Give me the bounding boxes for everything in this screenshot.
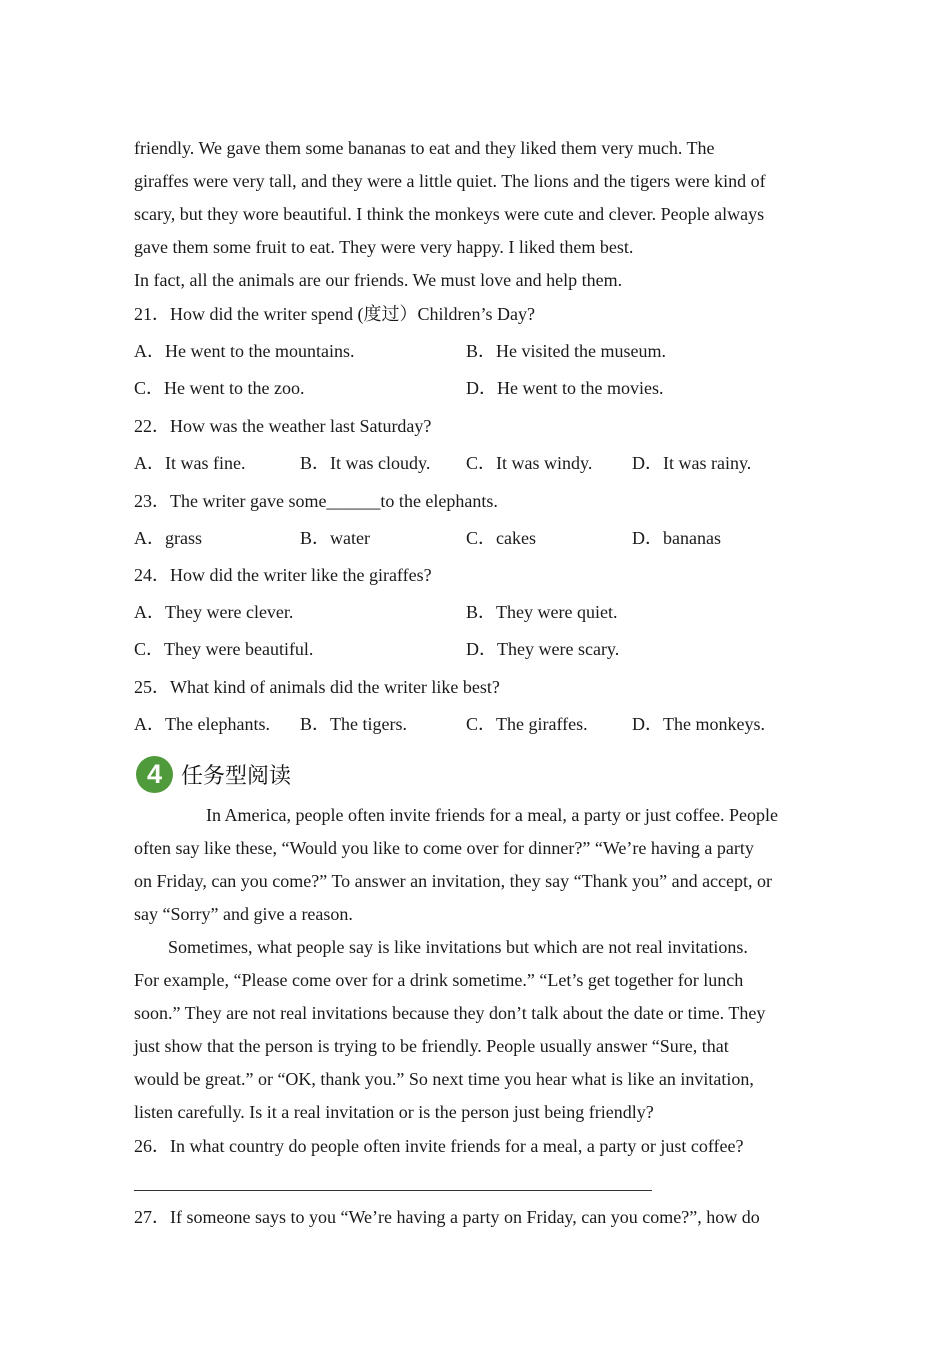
question-25-option-b: B．The tigers.	[300, 714, 407, 734]
section-title: 任务型阅读	[181, 763, 292, 789]
passage1-line: scary, but they wore beautiful. I think the monkeys were cute and clever. People always	[134, 204, 765, 224]
question-25-option-d: D．The monkeys.	[632, 714, 765, 734]
question-25-option-c: C．The giraffes.	[466, 714, 588, 734]
question-25-stem: 25．What kind of animals did the writer like best?	[134, 677, 500, 697]
question-23-option-b: B．water	[300, 528, 370, 548]
question-21-stem: 21．How did the writer spend (度过）Children’s Day?	[134, 304, 535, 324]
question-22-stem: 22．How was the weather last Saturday?	[134, 416, 432, 436]
question-26-answer-line[interactable]	[134, 1190, 652, 1191]
passage2-line: would be great.” or “OK, thank you.” So next time you hear what is like an invitation,	[134, 1069, 754, 1089]
passage2-line: In America, people often invite friends for a meal, a party or just coffee. People	[206, 805, 778, 825]
question-23-option-d: D．bananas	[632, 528, 721, 548]
question-27-stem: 27．If someone says to you “We’re having a party on Friday, can you come?”, how do	[134, 1207, 760, 1227]
passage2-line: For example, “Please come over for a drink sometime.” “Let’s get together for lunch	[134, 970, 744, 990]
passage2-line: listen carefully. Is it a real invitation or is the person just being friendly?	[134, 1102, 654, 1122]
question-21-option-c: C．He went to the zoo.	[134, 378, 305, 398]
passage1-line: friendly. We gave them some bananas to eat and they liked them very much. The	[134, 138, 715, 158]
passage2-line: soon.” They are not real invitations because they don’t talk about the date or time. They	[134, 1003, 766, 1023]
passage2-line: say “Sorry” and give a reason.	[134, 904, 353, 924]
question-23-option-a: A．grass	[134, 528, 202, 548]
question-23-option-c: C．cakes	[466, 528, 536, 548]
question-24-stem: 24．How did the writer like the giraffes?	[134, 565, 432, 585]
passage2-line: on Friday, can you come?” To answer an invitation, they say “Thank you” and accept, or	[134, 871, 773, 891]
passage2-line: just show that the person is trying to be friendly. People usually answer “Sure, that	[134, 1036, 729, 1056]
question-22-option-a: A．It was fine.	[134, 453, 246, 473]
section-4-header	[136, 755, 291, 793]
question-24-option-b: B．They were quiet.	[466, 602, 618, 622]
question-24-option-a: A．They were clever.	[134, 602, 294, 622]
passage1-line: giraffes were very tall, and they were a little quiet. The lions and the tigers were kind of	[134, 171, 766, 191]
question-22-option-c: C．It was windy.	[466, 453, 593, 473]
passage1-line: In fact, all the animals are our friends. We must love and help them.	[134, 270, 623, 290]
question-24-option-d: D．They were scary.	[466, 639, 620, 659]
question-21-option-a: A．He went to the mountains.	[134, 341, 355, 361]
passage2-line: often say like these, “Would you like to come over for dinner?” “We’re having a party	[134, 838, 754, 858]
question-24-option-c: C．They were beautiful.	[134, 639, 314, 659]
passage1-line: gave them some fruit to eat. They were very happy. I liked them best.	[134, 237, 634, 257]
question-26-stem: 26．In what country do people often invite friends for a meal, a party or just coffee?	[134, 1136, 744, 1156]
question-23-stem: 23．The writer gave some______to the elephants.	[134, 491, 498, 511]
question-22-option-d: D．It was rainy.	[632, 453, 752, 473]
question-25-option-a: A．The elephants.	[134, 714, 270, 734]
passage2-line: Sometimes, what people say is like invitations but which are not real invitations.	[168, 937, 748, 957]
question-21-option-d: D．He went to the movies.	[466, 378, 664, 398]
section-number-badge: 4	[136, 756, 173, 793]
question-22-option-b: B．It was cloudy.	[300, 453, 431, 473]
question-21-option-b: B．He visited the museum.	[466, 341, 666, 361]
